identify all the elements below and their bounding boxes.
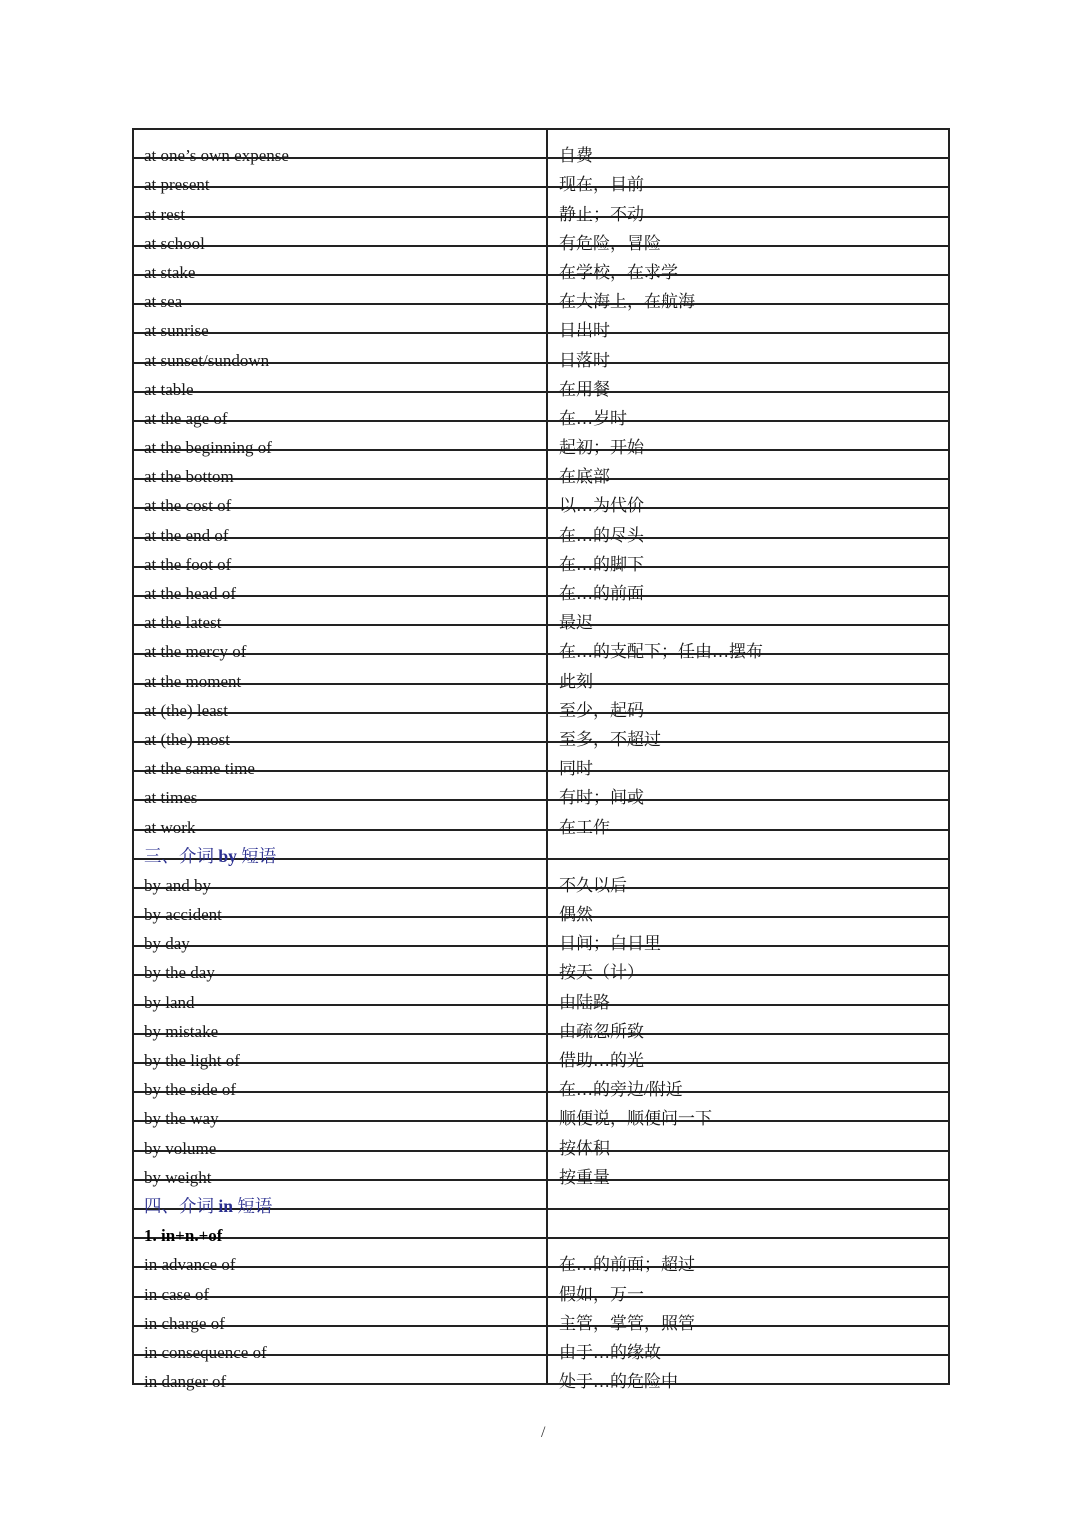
phrase-chinese: 在…岁时 (547, 392, 949, 421)
table-row (133, 479, 949, 508)
phrase-chinese: 日落时 (547, 333, 949, 362)
phrase-chinese: 同时 (547, 742, 949, 771)
phrase-english: at the end of (133, 508, 547, 537)
table-row (133, 508, 949, 537)
phrase-english: by volume (133, 1121, 547, 1150)
phrase-english: at present (133, 158, 547, 187)
phrase-english: at work (133, 800, 547, 829)
phrase-chinese: 在…的前面；超过 (547, 1238, 949, 1267)
phrase-chinese: 借助…的光 (547, 1034, 949, 1063)
table-row (133, 158, 949, 187)
table-row (133, 421, 949, 450)
table-row (133, 363, 949, 392)
phrase-english: at the foot of (133, 538, 547, 567)
section-heading-row (133, 830, 949, 859)
phrase-english: at times (133, 771, 547, 800)
table-row (133, 771, 949, 800)
table-row (133, 275, 949, 304)
subsection-heading: 1. in+n.+of (133, 1209, 547, 1238)
phrase-table (132, 128, 950, 1392)
phrase-chinese: 日间；白日里 (547, 917, 949, 946)
phrase-chinese: 以…为代价 (547, 479, 949, 508)
phrase-chinese: 按重量 (547, 1151, 949, 1180)
table-row (133, 450, 949, 479)
phrase-chinese (547, 1180, 949, 1209)
section-heading-in: 四、介词 in 短语 (133, 1180, 547, 1209)
phrase-chinese: 由疏忽所致 (547, 1005, 949, 1034)
phrase-chinese: 现在，目前 (547, 158, 949, 187)
phrase-english: at sea (133, 275, 547, 304)
table-row (133, 1005, 949, 1034)
table-row (133, 975, 949, 1004)
phrase-english: at the head of (133, 567, 547, 596)
phrase-english: at rest (133, 187, 547, 216)
table-row (133, 1297, 949, 1326)
table-row (133, 1092, 949, 1121)
phrase-english: in case of (133, 1267, 547, 1296)
table-row (133, 1151, 949, 1180)
table-row (133, 1063, 949, 1092)
phrase-chinese: 在大海上，在航海 (547, 275, 949, 304)
phrase-chinese (547, 830, 949, 859)
phrase-chinese: 在底部 (547, 450, 949, 479)
phrase-chinese: 处于…的危险中 (547, 1355, 949, 1384)
page-number-mark: / (541, 1424, 546, 1441)
phrase-chinese: 在…的前面 (547, 567, 949, 596)
phrase-english: at sunset/sundown (133, 333, 547, 362)
table-row (133, 742, 949, 771)
phrase-chinese: 在用餐 (547, 363, 949, 392)
phrase-chinese: 起初；开始 (547, 421, 949, 450)
table-row (133, 392, 949, 421)
phrase-english: at the same time (133, 742, 547, 771)
phrase-english: at the age of (133, 392, 547, 421)
phrase-english: at the moment (133, 654, 547, 683)
phrase-chinese: 主管，掌管，照管 (547, 1297, 949, 1326)
phrase-chinese: 在…的支配下；任由…摆布 (547, 625, 949, 654)
table-row (133, 1267, 949, 1296)
phrase-english: at the latest (133, 596, 547, 625)
table-row (133, 1355, 949, 1384)
phrase-english: in danger of (133, 1355, 547, 1384)
phrase-english: at the beginning of (133, 421, 547, 450)
table-row (133, 217, 949, 246)
phrase-chinese: 在…的旁边/附近 (547, 1063, 949, 1092)
phrase-chinese: 在学校，在求学 (547, 246, 949, 275)
table-row (133, 917, 949, 946)
table-row (133, 1121, 949, 1150)
phrase-english: at the cost of (133, 479, 547, 508)
phrase-chinese: 日出时 (547, 304, 949, 333)
table-row (133, 800, 949, 829)
phrase-chinese: 有时；间或 (547, 771, 949, 800)
table-row (133, 625, 949, 654)
phrase-chinese: 自费 (547, 129, 949, 158)
phrase-english: by the way (133, 1092, 547, 1121)
table-row (133, 654, 949, 683)
phrase-chinese: 顺便说，顺便问一下 (547, 1092, 949, 1121)
phrase-english: at school (133, 217, 547, 246)
table-row (133, 129, 949, 158)
table-row (133, 246, 949, 275)
phrase-english: by mistake (133, 1005, 547, 1034)
table-row (133, 1034, 949, 1063)
phrase-english: by weight (133, 1151, 547, 1180)
phrase-english: by land (133, 975, 547, 1004)
phrase-chinese: 偶然 (547, 888, 949, 917)
table-row (133, 1238, 949, 1267)
table-row (133, 187, 949, 216)
table-row (133, 333, 949, 362)
phrase-english: at the mercy of (133, 625, 547, 654)
table-row (133, 304, 949, 333)
table-row (133, 538, 949, 567)
phrase-chinese: 由于…的缘故 (547, 1326, 949, 1355)
table-row (133, 596, 949, 625)
phrase-chinese: 静止；不动 (547, 187, 949, 216)
phrase-english: at (the) least (133, 684, 547, 713)
section-heading-row (133, 1180, 949, 1209)
subsection-heading-row (133, 1209, 949, 1238)
phrase-chinese (547, 1209, 949, 1238)
phrase-chinese: 有危险，冒险 (547, 217, 949, 246)
phrase-english: by the light of (133, 1034, 547, 1063)
phrase-english: by day (133, 917, 547, 946)
table-row (133, 859, 949, 888)
phrase-table-body (133, 129, 949, 1392)
phrase-english: by the side of (133, 1063, 547, 1092)
phrase-english: at (the) most (133, 713, 547, 742)
phrase-english: at the bottom (133, 450, 547, 479)
phrase-chinese: 在…的尽头 (547, 508, 949, 537)
phrase-chinese: 在工作 (547, 800, 949, 829)
phrase-chinese: 至少，起码 (547, 684, 949, 713)
phrase-english: in charge of (133, 1297, 547, 1326)
phrase-english: by and by (133, 859, 547, 888)
phrase-english: in consequence of (133, 1326, 547, 1355)
table-row (133, 1326, 949, 1355)
table-row (133, 713, 949, 742)
table-row (133, 946, 949, 975)
phrase-chinese: 按天（计） (547, 946, 949, 975)
phrase-chinese: 假如，万一 (547, 1267, 949, 1296)
phrase-chinese: 在…的脚下 (547, 538, 949, 567)
phrase-english: in advance of (133, 1238, 547, 1267)
phrase-chinese: 按体积 (547, 1121, 949, 1150)
phrase-english: by the day (133, 946, 547, 975)
phrase-english: by accident (133, 888, 547, 917)
table-row (133, 684, 949, 713)
table-row (133, 888, 949, 917)
phrase-chinese: 不久以后 (547, 859, 949, 888)
phrase-english: at sunrise (133, 304, 547, 333)
phrase-english: at stake (133, 246, 547, 275)
phrase-chinese: 至多，不超过 (547, 713, 949, 742)
section-heading-by: 三、介词 by 短语 (133, 830, 547, 859)
phrase-chinese: 此刻 (547, 654, 949, 683)
phrase-chinese: 由陆路 (547, 975, 949, 1004)
table-row (133, 567, 949, 596)
phrase-english: at one’s own expense (133, 129, 547, 158)
phrase-english: at table (133, 363, 547, 392)
phrase-chinese: 最迟 (547, 596, 949, 625)
